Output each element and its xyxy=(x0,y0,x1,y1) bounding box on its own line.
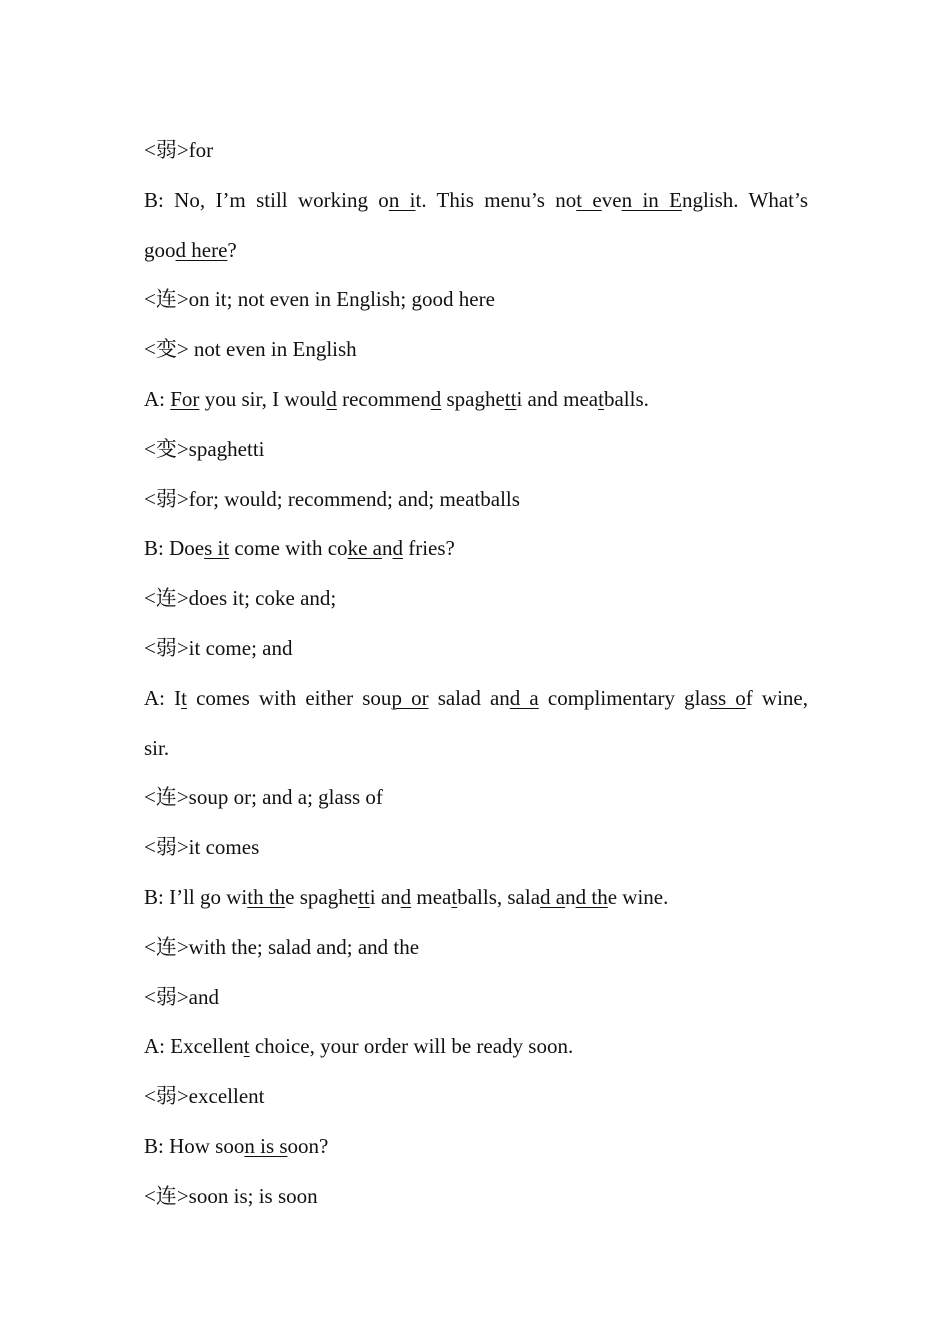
text-segment: <弱>it comes xyxy=(144,835,260,860)
text-segment: balls, sala xyxy=(457,884,541,909)
text-segment: n xyxy=(565,884,576,909)
underlined-segment: d xyxy=(326,386,337,411)
text-segment: spaghe xyxy=(441,386,505,411)
text-line xyxy=(144,973,808,1023)
underlined-segment: s it xyxy=(204,536,230,561)
text-line xyxy=(144,1022,808,1072)
text-segment: ? xyxy=(227,237,237,262)
text-segment: comes with either sou xyxy=(186,685,392,710)
underlined-segment: d th xyxy=(575,884,608,909)
underlined-segment: ke a xyxy=(347,536,382,561)
text-segment: ve xyxy=(601,187,622,212)
text-segment: B: Doe xyxy=(144,536,205,561)
text-segment: complimentary gla xyxy=(538,685,710,710)
text-segment: nglish. What’s xyxy=(681,187,808,212)
text-segment: <弱>and xyxy=(144,984,220,1009)
underlined-segment: d xyxy=(392,536,403,561)
underlined-segment: ss o xyxy=(709,685,746,710)
text-segment: sir. xyxy=(144,735,170,760)
underlined-segment: th th xyxy=(247,884,286,909)
text-segment: come with co xyxy=(229,536,348,561)
underlined-segment: t xyxy=(598,386,604,411)
text-line xyxy=(144,923,808,973)
text-segment: B: I’ll go wi xyxy=(144,884,248,909)
text-segment: A: xyxy=(144,386,171,411)
text-line xyxy=(144,475,808,525)
text-segment: <连>does it; coke and; xyxy=(144,586,337,611)
text-segment: goo xyxy=(144,237,176,262)
text-segment: f wine, xyxy=(745,685,808,710)
text-line xyxy=(144,773,808,823)
text-line xyxy=(144,375,808,425)
text-segment: balls. xyxy=(603,386,649,411)
text-line xyxy=(144,724,808,774)
text-segment: choice, your order will be ready soon. xyxy=(249,1034,574,1059)
underlined-segment: n is s xyxy=(244,1133,288,1158)
text-segment: recommen xyxy=(336,386,431,411)
text-segment: <连>soon is; is soon xyxy=(144,1183,318,1208)
text-segment: e spaghe xyxy=(285,884,359,909)
text-line xyxy=(144,275,808,325)
underlined-segment: d a xyxy=(540,884,566,909)
text-line xyxy=(144,226,808,276)
text-segment: <弱>it come; and xyxy=(144,635,293,660)
text-line xyxy=(144,1072,808,1122)
document-page xyxy=(144,126,808,1222)
text-segment: <变>spaghetti xyxy=(144,436,265,461)
underlined-segment: t xyxy=(243,1034,250,1059)
underlined-segment: tt xyxy=(504,386,517,411)
text-segment: <连>with the; salad and; and the xyxy=(144,934,420,959)
text-segment: B: How soo xyxy=(144,1133,245,1158)
underlined-segment: For xyxy=(170,386,200,411)
text-segment: <变> not even in English xyxy=(144,337,357,362)
underlined-segment: d xyxy=(400,884,412,909)
text-segment: n xyxy=(381,536,393,561)
text-line xyxy=(144,574,808,624)
text-line xyxy=(144,873,808,923)
text-segment: you sir, I woul xyxy=(199,386,327,411)
text-line xyxy=(144,176,808,226)
text-segment: i and mea xyxy=(516,386,599,411)
underlined-segment: n i xyxy=(388,187,416,212)
underlined-segment: n in E xyxy=(621,187,682,212)
text-segment: <连>on it; not even in English; good here xyxy=(144,287,495,312)
text-segment: A: I xyxy=(144,685,182,710)
text-segment: fries? xyxy=(402,536,455,561)
text-line xyxy=(144,524,808,574)
text-segment: e wine. xyxy=(607,884,669,909)
text-line xyxy=(144,823,808,873)
text-segment: <弱>excellent xyxy=(144,1084,265,1109)
text-line xyxy=(144,1172,808,1222)
text-segment: <弱>for; would; recommend; and; meatballs xyxy=(144,486,520,511)
text-line xyxy=(144,674,808,724)
underlined-segment: t e xyxy=(576,187,602,212)
text-line xyxy=(144,425,808,475)
text-segment: <连>soup or; and a; glass of xyxy=(144,785,383,810)
text-segment: oon? xyxy=(287,1133,329,1158)
underlined-segment: p or xyxy=(391,685,429,710)
text-segment: A: Excellen xyxy=(144,1034,244,1059)
underlined-segment: d xyxy=(430,386,442,411)
text-line xyxy=(144,1122,808,1172)
text-segment: mea xyxy=(411,884,452,909)
text-segment: salad an xyxy=(428,685,510,710)
underlined-segment: d a xyxy=(509,685,539,710)
text-segment: i an xyxy=(369,884,401,909)
text-line xyxy=(144,126,808,176)
underlined-segment: d here xyxy=(175,237,228,262)
underlined-segment: t xyxy=(181,685,187,710)
text-line xyxy=(144,624,808,674)
underlined-segment: tt xyxy=(358,884,370,909)
underlined-segment: t xyxy=(451,884,458,909)
text-segment: t. This menu’s no xyxy=(415,187,577,212)
text-line xyxy=(144,325,808,375)
text-segment: B: No, I’m still working o xyxy=(144,187,389,212)
text-segment: <弱>for xyxy=(144,138,214,162)
